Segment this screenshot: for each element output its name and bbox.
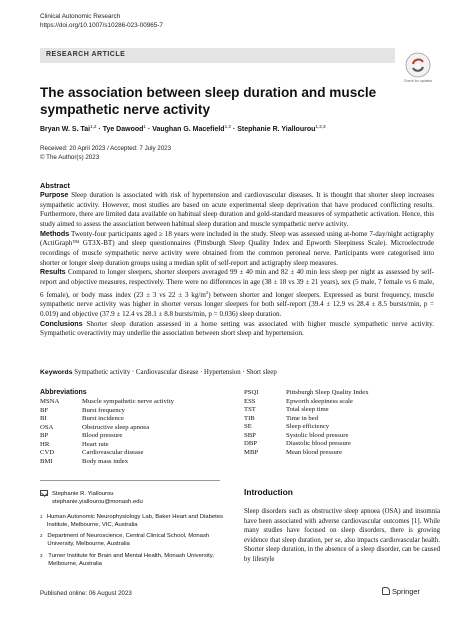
results-superscript: 2 [205, 289, 209, 295]
introduction-heading: Introduction [244, 487, 293, 497]
affiliation-text: Department of Neuroscience, Central Clinical School, Monash University, Melbourne, Australia [47, 533, 210, 547]
copyright-line: © The Author(s) 2023 [40, 153, 100, 161]
keywords-line [40, 369, 440, 376]
affiliation-item [40, 533, 230, 548]
article-title: The association between sleep duration and muscle sympathetic nerve activity [40, 85, 377, 117]
abstract-body [40, 191, 434, 339]
article-type-label: RESEARCH ARTICLE [46, 51, 126, 58]
springer-horse-icon [382, 587, 390, 595]
abbreviation-term: DBP [244, 440, 258, 448]
abbreviation-row [40, 458, 174, 467]
abbreviation-term: TST [244, 406, 256, 414]
abbreviation-term: BP [40, 432, 49, 440]
check-for-updates-icon[interactable] [405, 52, 431, 78]
abbreviation-row [40, 432, 174, 441]
abbreviation-term: PSQI [244, 389, 259, 396]
abbreviation-row [40, 424, 174, 433]
abbreviation-row [40, 407, 174, 416]
abbreviation-term: CVD [40, 449, 55, 457]
abbreviations-list-right [244, 389, 369, 457]
abstract-methods [40, 230, 434, 269]
abbreviation-definition: Body mass index [82, 457, 129, 465]
abbreviation-term: OSA [40, 423, 54, 431]
introduction-text: Sleep disorders such as obstructive sleep apnoea (OSA) and insomnia have been associated with adverse cardiovascular outcomes [1]. While many studies have focused on sleep disorders, there is growing evidence that sleep duration, per se, also impacts cardiovascular health. Shorter sleep duration, in the absence of a sleep disorder, can be caused by lifestyle [244, 508, 440, 563]
abbreviation-row [244, 449, 369, 458]
abbreviation-row [40, 398, 174, 407]
affiliation-number: 3 [40, 553, 43, 558]
author-affiliation-marker: 1,2,3 [315, 124, 326, 129]
author-name[interactable]: Tye Dawood [102, 126, 144, 133]
affiliation-number: 2 [40, 533, 43, 538]
purpose-text: Sleep duration is associated with risk of hypertension and cardiovascular diseases. It is thought that shorter sleep increases sympathetic activity. However, most studies are based on acute experimental sleep deprivation that have produced conflicting results. Furthermore, there are limited data available on habitual sleep duration and gold-standard measures of sympathetic activation. Hence, this study aimed to assess the association between habitual sleep duration and muscle sympathetic nerve activity. [40, 191, 434, 228]
abbreviation-definition: Mean blood pressure [286, 448, 343, 456]
affiliation-text: Human Autonomic Neurophysiology Lab, Baker Heart and Diabetes Institute, Melbourne, VIC, Australia [46, 514, 223, 528]
abbreviation-definition: Epworth sleepiness scale [286, 397, 353, 405]
abbreviation-definition: Muscle sympathetic nerve activity [82, 398, 174, 405]
results-label: Results [40, 268, 66, 277]
abbreviation-row [244, 440, 369, 449]
conclusions-text: Shorter sleep duration assessed in a home setting was associated with higher muscle sympathetic nerve activity. Sympathetic overactivity may underlie the association between short sleep and hypertension. [40, 319, 434, 338]
author-separator: · [96, 126, 103, 133]
abbreviation-term: BF [40, 406, 49, 414]
abbreviation-definition: Pittsburgh Sleep Quality Index [286, 389, 369, 396]
abbreviation-term: BI [40, 415, 47, 423]
abbreviation-row [244, 398, 369, 407]
abbreviation-definition: Systolic blood pressure [286, 431, 349, 439]
affiliation-item [40, 514, 230, 529]
abbreviation-row [40, 415, 174, 424]
abbreviation-definition: Sleep efficiency [286, 423, 330, 431]
keywords-text: Sympathetic activity · Cardiovascular disease · Hypertension · Short sleep [74, 369, 277, 376]
affiliation-item [40, 553, 230, 568]
abbreviation-definition: Blood pressure [82, 432, 123, 440]
affiliation-number: 1 [40, 514, 43, 519]
affiliation-text: Turner Institute for Brain and Mental Health, Monash University, Melbourne, Australia [48, 553, 214, 567]
abbreviations-list-left [40, 398, 174, 466]
abstract-conclusions [40, 320, 434, 339]
publisher-name: Springer [392, 587, 420, 596]
abbreviation-row [244, 423, 369, 432]
abbreviation-term: MSNA [40, 398, 60, 405]
abbreviation-term: MBP [244, 448, 259, 456]
abbreviation-term: TIB [244, 414, 255, 422]
author-affiliation-marker: 1,2 [224, 124, 231, 129]
abbreviation-row [244, 415, 369, 424]
abbreviation-definition: Heart rate [82, 440, 109, 448]
author-name[interactable]: Bryan W. S. Tai [40, 126, 91, 133]
abbreviation-term: SE [244, 423, 252, 431]
abbreviation-definition: Burst frequency [82, 406, 125, 414]
results-text: Compared to longer sleepers, shorter sleepers averaged 99 ± 40 min and 82 ± 40 min less sleep per night as assessed by self-report and objective measures, respectively. There were no differences in age (38 ± 18 vs 39 ± 21 years), sex (5 male, 7 female vs 6 male, 6 female), or body mass index (23 ± 3 vs 22 ± 3 kg/m [40, 268, 434, 299]
abbreviation-row [244, 432, 369, 441]
abbreviation-definition: Total sleep time [286, 406, 329, 414]
contact-name: Stephanie R. Yiallourou [52, 491, 114, 497]
contact-email[interactable]: stephanie.yiallourou@monash.edu [52, 498, 143, 505]
abbreviation-definition: Obstructive sleep apnoea [82, 423, 150, 431]
abbreviation-term: BMI [40, 457, 53, 465]
abbreviation-term: HR [40, 440, 50, 448]
abbreviations-heading: Abbreviations [40, 389, 87, 396]
abstract-heading: Abstract [40, 181, 70, 190]
author-separator: · [145, 126, 153, 133]
author-name[interactable]: Stephanie R. Yiallourou [237, 126, 316, 133]
check-for-updates-label: Check for updates [403, 79, 433, 83]
abbreviation-row [244, 406, 369, 415]
publisher-logo [382, 587, 420, 596]
doi-link[interactable]: https://doi.org/10.1007/s10286-023-00965-7 [40, 22, 163, 29]
conclusions-label: Conclusions [40, 319, 83, 328]
corresponding-author [40, 490, 143, 506]
abbreviation-definition: Diastolic blood pressure [286, 440, 352, 448]
abbreviation-term: ESS [244, 397, 256, 405]
purpose-label: Purpose [40, 191, 69, 199]
results-text-continued: ) between shorter and longer sleepers. Expressed as burst frequency, muscle sympathetic nerve activity was higher in shorter versus longer sleepers for both self-report (39.4 ± 12.9 vs 28.4 ± 8.5 bursts/min, p = 0.019) and objective (37.9 ± 12.4 vs 28.1 ± 8.8 bursts/min, p = 0.036) sleep duration. [40, 290, 434, 318]
journal-name: Clinical Autonomic Research [40, 13, 121, 20]
abbreviation-row [244, 389, 369, 398]
abbreviation-definition: Cardiovascular disease [82, 449, 144, 457]
author-list [40, 124, 460, 133]
abbreviation-definition: Burst incidence [82, 415, 124, 423]
abbreviation-row [40, 449, 174, 458]
keywords-label: Keywords [40, 369, 73, 376]
published-online-date: Published online: 06 August 2023 [40, 590, 132, 597]
abbreviation-term: SBP [244, 431, 256, 439]
footnote-divider [40, 480, 220, 481]
envelope-icon [40, 490, 48, 496]
author-separator: · [230, 126, 238, 133]
author-affiliation-marker: 1,2 [90, 124, 97, 129]
abstract-results [40, 268, 434, 319]
methods-label: Methods [40, 229, 70, 238]
methods-text: Twenty-four participants aged ≥ 18 years were included in the study. Sleep was assessed using at-home 7-day/night actigraphy (ActiGraph™ GT3X-BT) and sleep questionnaires (Pittsburgh Sleep Quality Index and Epworth Sleepiness Scale). Microelectrode recordings of muscle sympathetic nerve activity were obtained from the common peroneal nerve. Participants were categorised into shorter or longer sleep duration groups using a median split of self-report and actigraphy sleep measures. [40, 229, 434, 267]
author-affiliation-marker: 1 [143, 124, 146, 129]
abbreviation-definition: Time in bed [286, 414, 319, 422]
author-name[interactable]: Vaughan G. Macefield [152, 126, 225, 133]
article-dates [40, 145, 171, 162]
journal-header [40, 12, 163, 30]
abstract-purpose [40, 191, 434, 230]
received-accepted-dates: Received: 20 April 2023 / Accepted: 7 July 2023 [40, 145, 172, 152]
abbreviation-row [40, 441, 174, 450]
